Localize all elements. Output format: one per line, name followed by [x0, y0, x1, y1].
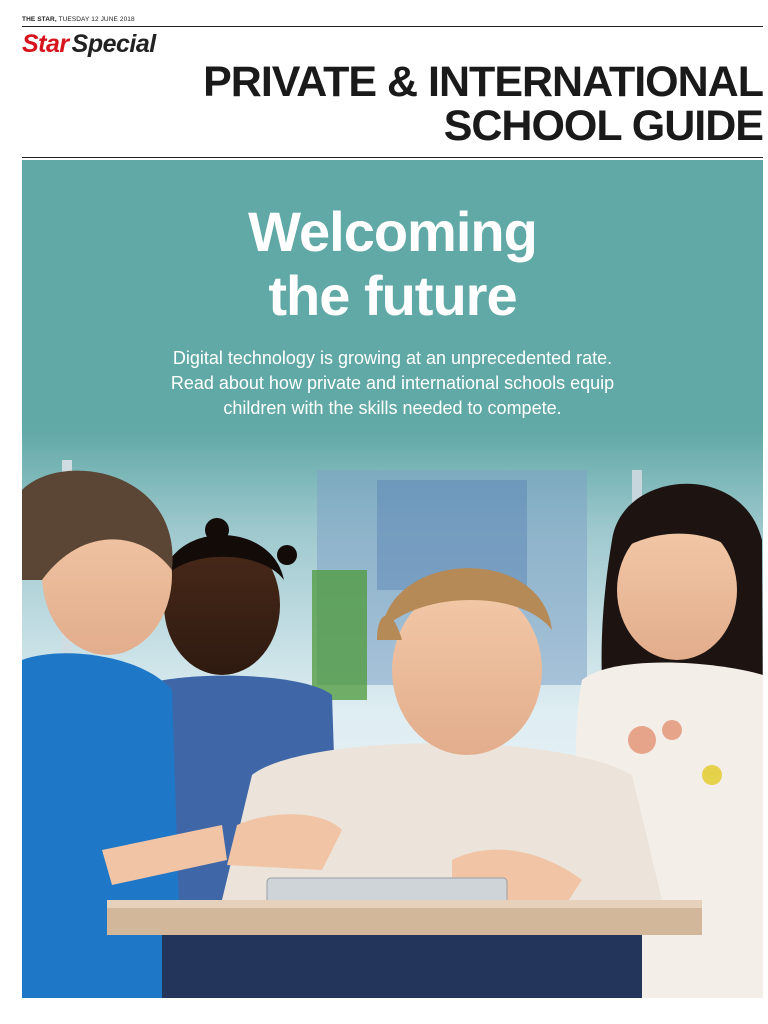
hero-title-line-1: Welcoming	[248, 200, 537, 263]
children-with-tablet-photo	[22, 430, 763, 998]
dateline	[22, 16, 135, 23]
logo-special: Special	[71, 30, 156, 58]
star-special-logo	[22, 30, 156, 59]
hero-title	[22, 200, 763, 328]
bottom-rule	[22, 157, 763, 158]
hero-title-line-2: the future	[268, 264, 517, 327]
hero-intro-line-1: Digital technology is growing at an unprecedented rate.	[172, 348, 613, 368]
hero-intro-line-3: children with the skills needed to compete.	[223, 398, 562, 418]
cover-hero	[22, 160, 763, 998]
hero-intro	[102, 346, 683, 421]
headline-line-2: SCHOOL GUIDE	[443, 102, 763, 150]
headline-line-1: PRIVATE & INTERNATIONAL	[203, 58, 763, 106]
issue-date: TUESDAY 12 JUNE 2018	[58, 16, 135, 23]
logo-star: Star	[22, 30, 69, 58]
top-rule	[22, 26, 763, 27]
hero-intro-line-2: Read about how private and international schools equip	[170, 373, 615, 393]
paper-name: THE STAR,	[22, 16, 57, 23]
section-headline	[203, 60, 763, 148]
